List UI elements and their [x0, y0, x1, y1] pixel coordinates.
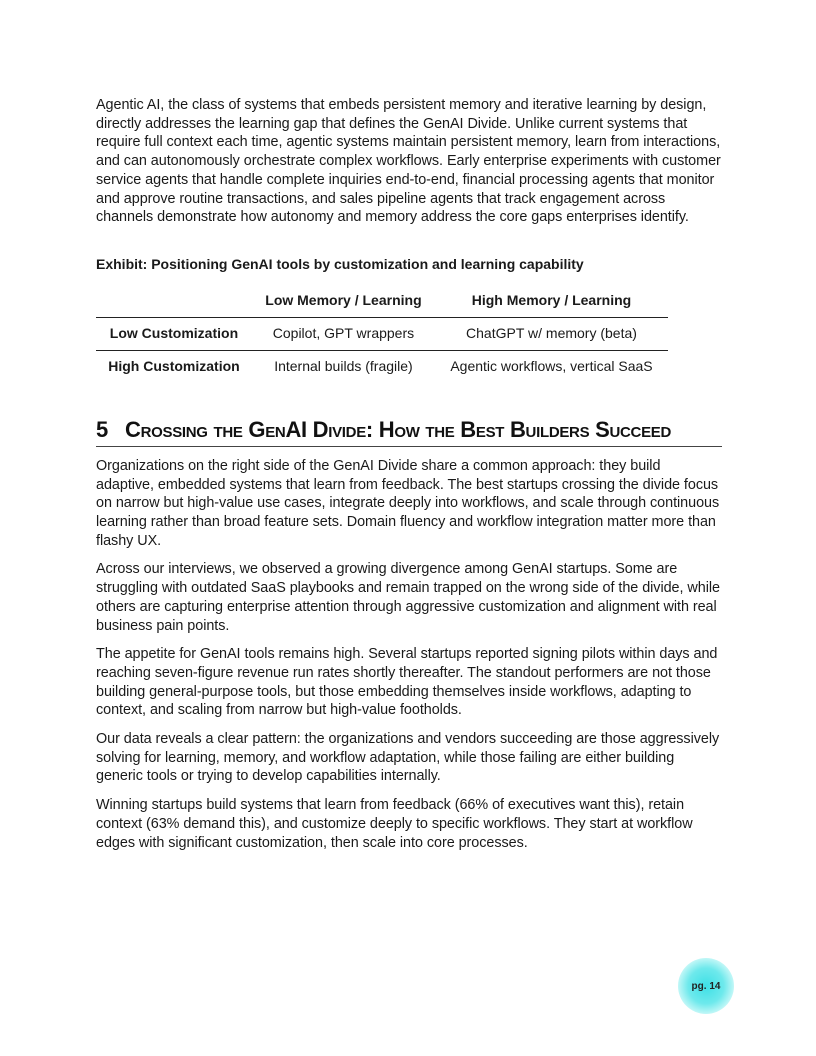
exhibit-header-row — [96, 285, 668, 318]
section-paragraph: Winning startups build systems that learn from feedback (66% of executives want this), retain context (63% demand this), and customize deeply to specific workflows. They start at workflow edges with significant customization, then scale into core processes. — [96, 797, 693, 851]
intro-paragraph: Agentic AI, the class of systems that embeds persistent memory and iterative learning by design, directly addresses the learning gap that defines the GenAI Divide. Unlike current systems that require full context each time, agentic systems maintain persistent memory, learn from interactions, and can autonomously orchestrate complex workflows. Early enterprise experiments with customer service agents that handle complete inquiries end-to-end, financial processing agents that monitor and approve routine transactions, and sales pipeline agents that track engagement across channels demonstrate how autonomy and memory address the core gaps enterprises identify. — [96, 97, 721, 226]
table-cell: Agentic workflows, vertical SaaS — [450, 357, 653, 374]
exhibit-corner-cell — [96, 285, 252, 318]
column-header-high-memory: High Memory / Learning — [435, 285, 668, 318]
exhibit-table — [96, 285, 668, 383]
table-row — [96, 317, 668, 350]
table-row — [96, 350, 668, 383]
page-number-badge — [678, 958, 734, 1014]
table-cell: Internal builds (fragile) — [274, 357, 413, 374]
section-paragraph: The appetite for GenAI tools remains high. Several startups reported signing pilots within days and reaching seven-figure revenue run rates shortly thereafter. The standout performers are not those building general-purpose tools, but those embedding themselves inside workflows, adapting to context, and scaling from narrow but high-value footholds. — [96, 646, 718, 719]
section-paragraph: Our data reveals a clear pattern: the organizations and vendors succeeding are those aggressively solving for learning, memory, and workflow adaptation, while those failing are either building generic tools or trying to develop capabilities internally. — [96, 731, 720, 785]
section-title: Crossing the GenAI Divide: How the Best Builders Succeed — [125, 416, 672, 442]
column-header-low-memory: Low Memory / Learning — [252, 285, 435, 318]
row-header-high-customization: High Customization — [108, 357, 240, 374]
exhibit-title: Exhibit: Positioning GenAI tools by customization and learning capability — [96, 255, 584, 272]
page-content — [96, 96, 722, 862]
section-heading — [96, 415, 722, 447]
row-header-low-customization: Low Customization — [96, 317, 252, 350]
page-number: pg. 14 — [691, 980, 721, 992]
section-number: 5 — [96, 416, 109, 442]
table-cell: Copilot, GPT wrappers — [252, 317, 435, 350]
table-cell: ChatGPT w/ memory (beta) — [435, 317, 668, 350]
section-body — [96, 457, 722, 852]
section-paragraph: Across our interviews, we observed a growing divergence among GenAI startups. Some are struggling with outdated SaaS playbooks and remain trapped on the wrong side of the divide, while others are capturing enterprise attention through aggressive customization and alignment with real business pain points. — [96, 561, 720, 634]
section-paragraph: Organizations on the right side of the GenAI Divide share a common approach: they build adaptive, embedded systems that learn from feedback. The best startups crossing the divide focus on narrow but high-value use cases, integrate deeply into workflows, and scale through continuous learning rather than broad feature sets. Domain fluency and workflow integration matter more than flashy UX. — [96, 457, 720, 549]
